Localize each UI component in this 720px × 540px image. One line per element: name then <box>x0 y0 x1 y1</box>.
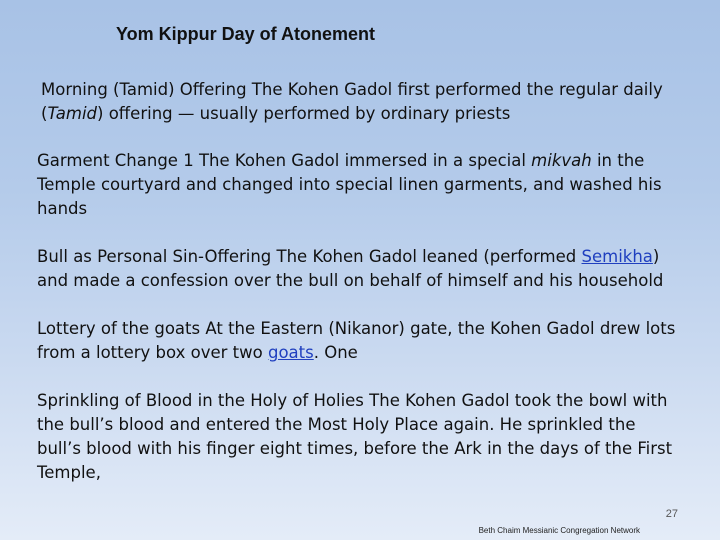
text-morning-offering-1: The Kohen Gadol first performed the regular daily ( <box>41 80 663 123</box>
paragraph-sprinkling <box>37 389 677 485</box>
paragraph-bull-offering <box>37 245 677 293</box>
heading-morning-offering: Morning (Tamid) Offering <box>41 80 247 99</box>
text-lottery-1: At the Eastern (Nikanor) gate, the Kohen Gadol drew lots from a lottery box over two <box>37 319 676 362</box>
text-garment-change-1: The Kohen Gadol immersed in a special <box>193 151 532 170</box>
text-bull-offering-1: The Kohen Gadol leaned (performed <box>271 247 582 266</box>
link-goats[interactable]: goats <box>267 343 314 362</box>
paragraph-garment-change <box>37 149 677 221</box>
slide-title: Yom Kippur Day of Atonement <box>116 24 376 44</box>
text-bull-offering-2: ) and made a confession over the bull on behalf of himself and his household <box>37 247 664 290</box>
footer-credit: Beth Chaim Messianic Congregation Network <box>478 526 640 535</box>
link-semikha[interactable]: Semikha <box>581 247 653 266</box>
heading-bull-offering: Bull as Personal Sin-Offering <box>37 247 272 266</box>
heading-sprinkling: Sprinkling of Blood in the Holy of Holies <box>37 391 364 410</box>
page-number: 27 <box>665 508 678 520</box>
italic-tamid: Tamid <box>47 104 98 123</box>
text-lottery-2: . One <box>313 343 358 362</box>
paragraph-lottery <box>37 317 677 365</box>
text-garment-change-2: in the Temple courtyard and changed into special linen garments, and washed his hands <box>37 151 662 218</box>
italic-mikvah: mikvah <box>531 151 592 170</box>
text-morning-offering-2: ) offering — usually performed by ordinary priests <box>97 104 511 123</box>
text-sprinkling: The Kohen Gadol took the bowl with the bull’s blood and entered the Most Holy Place again. He sprinkled the bull’s blood with his finger eight times, before the Ark in the days of the First Temple, <box>37 391 673 482</box>
heading-garment-change: Garment Change 1 <box>37 151 194 170</box>
paragraph-morning-offering <box>37 78 681 126</box>
heading-lottery: Lottery of the goats <box>37 319 201 338</box>
